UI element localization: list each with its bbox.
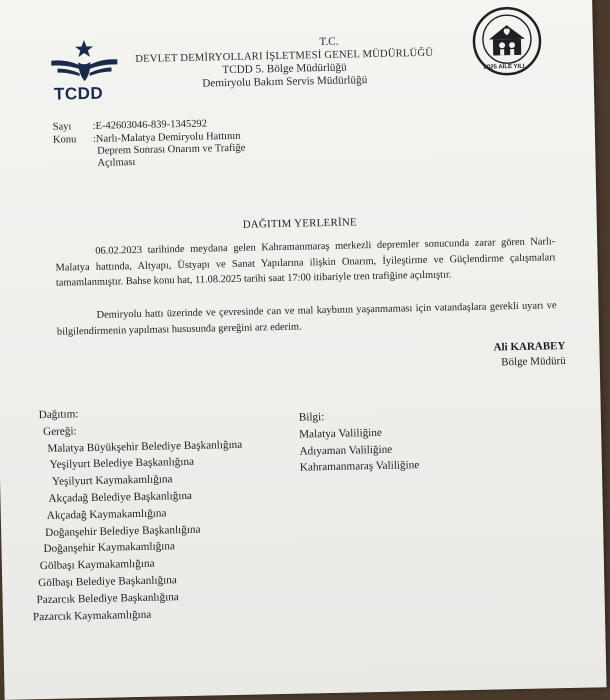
list-item: Akçadağ Belediye Başkanlığına [48,489,193,505]
family-year-seal [470,4,543,77]
list-item: Malatya Valiliğine [299,426,383,441]
distribution-bilgi [299,407,420,477]
list-item: Malatya Büyükşehir Belediye Başkanlığına [47,438,243,455]
header-region: TCDD 5. Bölge Müdürlüğü [222,61,347,77]
bilgi-label: Bilgi: [298,411,325,424]
header-block [129,34,440,92]
body-paragraph-2: Demiryolu hattı üzerinde ve çevresinde can ve mal kaybının yaşanmaması için vatandaşlara gerekli uyarı ve bilgilendirmenin yapılması hususunda gereğini arz ederim. [56,300,557,338]
konu-value-line-1: :Narlı-Malatya Demiryolu Hattının [92,130,241,145]
list-item: Pazarcık Belediye Başkanlığına [36,590,179,606]
konu-value-line-3: Açılması [97,156,136,169]
gereği-label: Gereği: [42,425,77,438]
sayi-label: Sayı [52,121,72,133]
list-item: Kahramanmaraş Valiliğine [299,459,420,475]
header-org-name: DEVLET DEMİRYOLLARI İŞLETMESİ GENEL MÜDÜRLÜĞÜ [135,47,434,65]
list-item: Pazarcık Kaymakamlığına [32,608,152,623]
list-item: Yeşilyurt Belediye Başkanlığına [49,456,195,472]
sayi-value: :E-42603046-839-1345292 [92,118,208,132]
header-country: T.C. [319,35,339,49]
list-item: Gölbaşı Kaymakamlığına [39,557,155,573]
addressee-heading: DAĞITIM YERLERİNE [242,216,358,231]
tcdd-logo [49,37,120,104]
logo-text: TCDD [53,83,104,104]
konu-label: Konu [52,134,77,146]
list-item: Adıyaman Valiliğine [299,443,393,458]
list-item: Gölbaşı Belediye Başkanlığına [38,574,177,590]
konu-value-line-2: Deprem Sonrası Onarım ve Trafiğe [97,142,246,157]
signatory-name: Ali KARABEY [493,340,566,354]
list-item: Doğanşehir Kaymakamlığına [43,540,176,556]
list-item: Yeşilyurt Kaymakamlığına [51,473,173,488]
seal-text: 2025 AİLE YILI [483,63,525,71]
signatory-title: Bölge Müdürü [501,355,566,369]
list-item: Akçadağ Kaymakamlığına [46,507,167,522]
list-item: Doğanşehir Belediye Başkanlığına [45,523,201,539]
distribution-label: Dağıtım: [38,408,79,422]
distribution-gereği [29,403,246,626]
header-unit: Demiryolu Bakım Servis Müdürlüğü [202,74,368,90]
body-paragraph-1: 06.02.2023 tarihinde meydana gelen Kahramanmaraş merkezli depremler sonucunda zarar gören Narlı-Malatya hattında, Altyapı, Üstyapı ve Sanat Yapılarına ilişkin Onarım, İyileştirme ve Güçlendirme çalışmaları tamamlanmıştır. Bahse konu hat, 11.08.2025 tarihi saat 17:00 itibariyle tren trafiğine açılmıştır. [55,236,556,289]
